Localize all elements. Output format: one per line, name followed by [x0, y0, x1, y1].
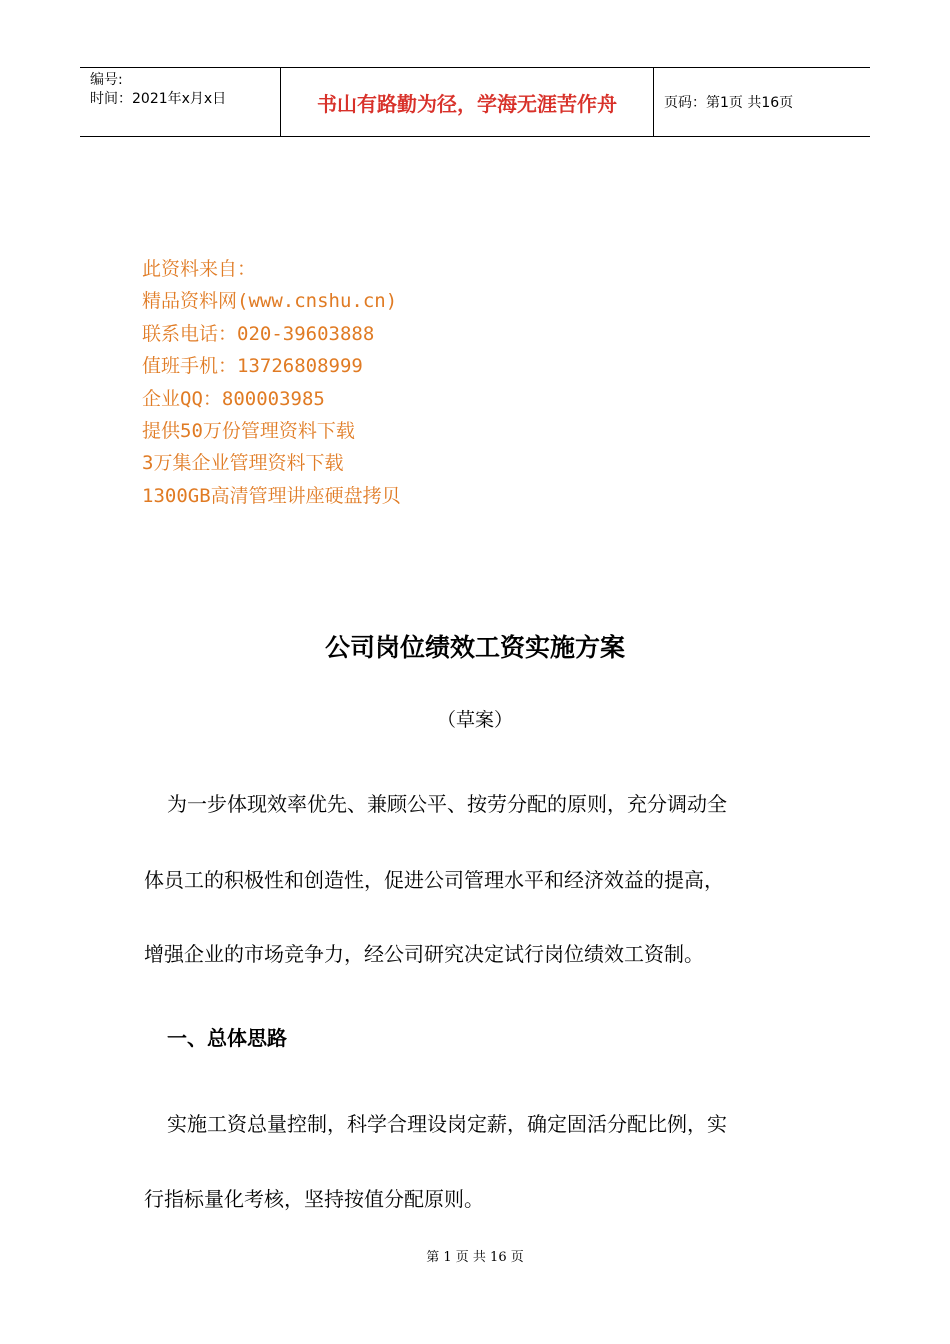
- source-line: 1300GB高清管理讲座硬盘拷贝: [142, 484, 401, 507]
- time-label: 时间：2021年x月x日: [90, 91, 227, 107]
- source-line: 联系电话：020-39603888: [142, 322, 375, 345]
- section-line: 实施工资总量控制，科学合理设岗定薪，确定固活分配比例，实: [167, 1112, 727, 1136]
- intro-line: 增强企业的市场竞争力，经公司研究决定试行岗位绩效工资制。: [144, 942, 704, 966]
- header-motto: 书山有路勤为径，学海无涯苦作舟: [281, 68, 654, 136]
- source-line: 精品资料网(www.cnshu.cn): [142, 290, 398, 313]
- document-subtitle: （草案）: [436, 709, 513, 731]
- serial-label: 编号:: [90, 72, 123, 88]
- header-page-info: 页码：第1页 共16页: [664, 95, 794, 111]
- source-line: 值班手机：13726808999: [142, 355, 363, 378]
- intro-line: 体员工的积极性和创造性，促进公司管理水平和经济效益的提高，: [144, 868, 724, 892]
- source-line: 3万集企业管理资料下载: [142, 452, 344, 475]
- page-footer: 第 1 页 共 16 页: [426, 1250, 524, 1265]
- source-line: 企业QQ：800003985: [142, 387, 325, 410]
- source-line: 此资料来自：: [142, 258, 257, 280]
- section-heading: 一、总体思路: [167, 1026, 287, 1050]
- header-meta: [80, 68, 281, 136]
- section-line: 行指标量化考核，坚持按值分配原则。: [144, 1187, 484, 1211]
- source-info-block: [142, 253, 401, 512]
- intro-line: 为一步体现效率优先、兼顾公平、按劳分配的原则，充分调动全: [167, 792, 727, 816]
- source-line: 提供50万份管理资料下载: [142, 420, 355, 443]
- document-title: 公司岗位绩效工资实施方案: [324, 633, 625, 662]
- page-header: [80, 67, 870, 137]
